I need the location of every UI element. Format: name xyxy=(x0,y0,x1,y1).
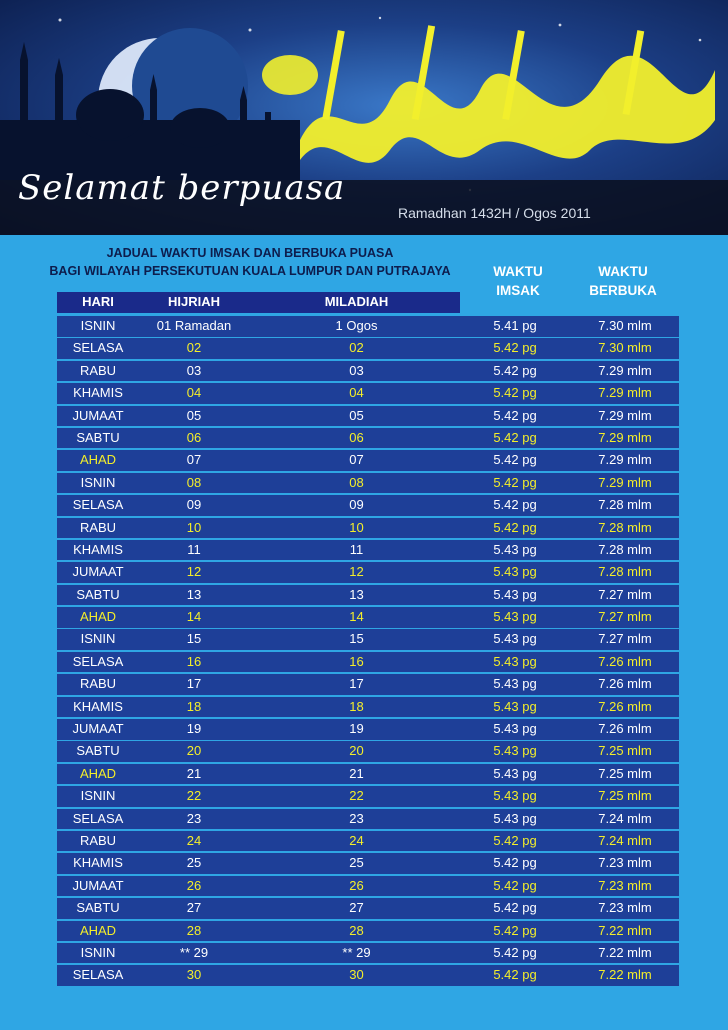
hijriah-cell: 14 xyxy=(186,609,202,625)
table-row xyxy=(57,876,679,897)
imsak-cell: 5.43 pg xyxy=(493,586,537,602)
day-cell: SABTU xyxy=(76,429,120,445)
berbuka-cell: 7.27 mlm xyxy=(598,586,652,602)
table-row xyxy=(57,585,679,606)
berbuka-cell: 7.25 mlm xyxy=(598,743,652,759)
imsak-cell: 5.43 pg xyxy=(493,810,537,826)
miladiah-cell: 25 xyxy=(349,855,364,871)
day-cell: ISNIN xyxy=(80,318,116,333)
imsak-cell: 5.42 pg xyxy=(493,429,537,445)
berbuka-cell: 7.29 mlm xyxy=(598,407,652,423)
miladiah-cell: 11 xyxy=(349,541,364,557)
imsak-cell: 5.42 pg xyxy=(493,340,537,356)
berbuka-cell: 7.28 mlm xyxy=(598,519,652,535)
imsak-cell: 5.43 pg xyxy=(493,721,537,737)
table-row xyxy=(57,540,679,561)
table-row xyxy=(57,562,679,583)
imsak-cell: 5.42 pg xyxy=(493,497,537,513)
imsak-cell: 5.42 pg xyxy=(493,944,537,960)
hijriah-cell: 05 xyxy=(186,407,202,423)
hijriah-cell: 07 xyxy=(186,452,202,468)
imsak-cell: 5.41 pg xyxy=(493,318,537,333)
berbuka-cell: 7.25 mlm xyxy=(598,765,652,781)
imsak-cell: 5.43 pg xyxy=(493,564,537,580)
berbuka-cell: 7.28 mlm xyxy=(598,497,652,513)
berbuka-cell: 7.22 mlm xyxy=(598,944,652,960)
hijriah-cell: 09 xyxy=(186,497,202,513)
hijriah-cell: 15 xyxy=(186,631,202,647)
imsak-cell: 5.42 pg xyxy=(493,877,537,893)
imsak-cell: 5.42 pg xyxy=(493,967,537,983)
miladiah-cell: 1 Ogos xyxy=(335,318,378,333)
miladiah-cell: 30 xyxy=(349,967,364,983)
day-cell: JUMAAT xyxy=(72,877,124,893)
day-cell: RABU xyxy=(79,832,117,848)
day-cell: SABTU xyxy=(76,900,120,916)
miladiah-cell: 19 xyxy=(349,721,364,737)
imsak-cell: 5.42 pg xyxy=(493,452,537,468)
imsak-cell: 5.42 pg xyxy=(493,855,537,871)
table-row xyxy=(57,921,679,942)
berbuka-cell: 7.29 mlm xyxy=(598,385,652,401)
day-cell: AHAD xyxy=(79,452,117,468)
hijriah-cell: 01 Ramadan xyxy=(156,318,232,333)
hijriah-cell: 16 xyxy=(186,653,202,669)
table-row xyxy=(57,361,679,382)
imsak-cell: 5.43 pg xyxy=(493,541,537,557)
imsak-cell: 5.43 pg xyxy=(493,743,537,759)
table-row xyxy=(57,741,679,762)
day-cell: RABU xyxy=(79,519,117,535)
hijriah-cell: 28 xyxy=(186,922,202,938)
schedule-table xyxy=(57,316,679,988)
day-cell: KHAMIS xyxy=(73,855,123,871)
day-cell: AHAD xyxy=(79,765,117,781)
berbuka-cell: 7.26 mlm xyxy=(598,698,652,714)
day-cell: RABU xyxy=(79,362,117,378)
hijriah-cell: 17 xyxy=(186,676,202,692)
greeting-text: Selamat berpuasa xyxy=(18,168,346,208)
table-row xyxy=(57,518,679,539)
day-cell: KHAMIS xyxy=(73,698,123,714)
hijriah-column-header: HIJRIAH xyxy=(167,294,220,309)
imsak-cell: 5.43 pg xyxy=(493,765,537,781)
miladiah-cell: 22 xyxy=(349,788,364,804)
berbuka-cell: 7.26 mlm xyxy=(598,676,652,692)
table-row xyxy=(57,338,679,359)
banner-subtitle: Ramadhan 1432H / Ogos 2011 xyxy=(398,205,591,221)
day-cell: SABTU xyxy=(76,586,120,602)
table-row xyxy=(57,809,679,830)
miladiah-cell: 28 xyxy=(349,922,364,938)
miladiah-cell: 20 xyxy=(349,743,364,759)
berbuka-cell: 7.22 mlm xyxy=(598,922,652,938)
hijriah-cell: 20 xyxy=(186,743,202,759)
table-row xyxy=(57,652,679,673)
imsak-cell: 5.42 pg xyxy=(493,900,537,916)
imsak-cell: 5.43 pg xyxy=(493,788,537,804)
miladiah-cell: 23 xyxy=(349,810,364,826)
hijriah-cell: 18 xyxy=(186,698,202,714)
table-row xyxy=(57,629,679,650)
table-row xyxy=(57,674,679,695)
table-row xyxy=(57,406,679,427)
imsak-cell: 5.43 pg xyxy=(493,609,537,625)
day-cell: ISNIN xyxy=(80,788,116,804)
miladiah-cell: 04 xyxy=(349,385,364,401)
miladiah-cell: 15 xyxy=(349,631,364,647)
calligraphy-icon xyxy=(262,25,715,163)
miladiah-cell: 08 xyxy=(349,474,364,490)
table-row xyxy=(57,316,679,337)
miladiah-cell: 14 xyxy=(349,609,364,625)
hijriah-cell: 23 xyxy=(186,810,202,826)
berbuka-cell: 7.28 mlm xyxy=(598,541,652,557)
miladiah-cell: 16 xyxy=(349,653,364,669)
table-row xyxy=(57,428,679,449)
berbuka-cell: 7.29 mlm xyxy=(598,474,652,490)
miladiah-cell: 18 xyxy=(349,698,364,714)
hijriah-cell: 13 xyxy=(186,586,202,602)
table-row xyxy=(57,831,679,852)
miladiah-cell: ** 29 xyxy=(342,944,371,960)
table-row xyxy=(57,943,679,964)
table-row xyxy=(57,719,679,740)
hijriah-cell: 30 xyxy=(186,967,202,983)
day-cell: SELASA xyxy=(72,340,124,356)
hijriah-cell: 22 xyxy=(186,788,202,804)
hijriah-cell: 10 xyxy=(186,519,202,535)
table-row xyxy=(57,786,679,807)
berbuka-cell: 7.29 mlm xyxy=(598,362,652,378)
hijriah-cell: 02 xyxy=(186,340,202,356)
day-cell: JUMAAT xyxy=(72,407,124,423)
berbuka-column-header: WAKTU BERBUKA xyxy=(589,264,657,298)
imsak-cell: 5.42 pg xyxy=(493,362,537,378)
imsak-cell: 5.43 pg xyxy=(493,698,537,714)
berbuka-cell: 7.23 mlm xyxy=(598,855,652,871)
berbuka-cell: 7.29 mlm xyxy=(598,452,652,468)
miladiah-cell: 07 xyxy=(349,452,364,468)
hijriah-cell: 04 xyxy=(186,385,202,401)
imsak-cell: 5.43 pg xyxy=(493,631,537,647)
table-row xyxy=(57,697,679,718)
hijriah-cell: 19 xyxy=(186,721,202,737)
berbuka-cell: 7.25 mlm xyxy=(598,788,652,804)
miladiah-cell: 05 xyxy=(349,407,364,423)
hijriah-cell: 03 xyxy=(186,362,202,378)
day-cell: ISNIN xyxy=(80,944,116,960)
day-cell: ISNIN xyxy=(80,474,116,490)
miladiah-cell: 27 xyxy=(349,900,364,916)
day-cell: KHAMIS xyxy=(73,385,123,401)
table-row xyxy=(57,898,679,919)
table-row xyxy=(57,764,679,785)
heading-line-2: BAGI WILAYAH PERSEKUTUAN KUALA LUMPUR DAN PUTRAJAYA xyxy=(49,264,451,278)
imsak-column-header: WAKTU IMSAK xyxy=(493,264,543,298)
berbuka-cell: 7.24 mlm xyxy=(598,832,652,848)
berbuka-cell: 7.27 mlm xyxy=(598,609,652,625)
day-cell: SABTU xyxy=(76,743,120,759)
day-cell: KHAMIS xyxy=(73,541,123,557)
day-cell: JUMAAT xyxy=(72,564,124,580)
hijriah-cell: 06 xyxy=(186,429,202,445)
hijriah-cell: 12 xyxy=(186,564,202,580)
berbuka-cell: 7.26 mlm xyxy=(598,653,652,669)
berbuka-cell: 7.22 mlm xyxy=(598,967,652,983)
imsak-cell: 5.43 pg xyxy=(493,676,537,692)
hijriah-cell: 25 xyxy=(186,855,202,871)
imsak-cell: 5.42 pg xyxy=(493,474,537,490)
day-cell: SELASA xyxy=(72,653,124,669)
berbuka-cell: 7.26 mlm xyxy=(598,721,652,737)
berbuka-cell: 7.28 mlm xyxy=(598,564,652,580)
day-cell: ISNIN xyxy=(80,631,116,647)
imsak-cell: 5.42 pg xyxy=(493,519,537,535)
berbuka-cell: 7.27 mlm xyxy=(598,631,652,647)
imsak-cell: 5.43 pg xyxy=(493,653,537,669)
miladiah-cell: 24 xyxy=(349,832,364,848)
berbuka-cell: 7.30 mlm xyxy=(598,318,652,333)
table-row xyxy=(57,495,679,516)
hijriah-cell: 26 xyxy=(186,877,202,893)
miladiah-cell: 02 xyxy=(349,340,364,356)
imsak-cell: 5.42 pg xyxy=(493,385,537,401)
table-row xyxy=(57,607,679,628)
hijriah-cell: ** 29 xyxy=(179,944,209,960)
miladiah-cell: 10 xyxy=(349,519,364,535)
table-row xyxy=(57,965,679,986)
table-row xyxy=(57,450,679,471)
imsak-cell: 5.42 pg xyxy=(493,922,537,938)
miladiah-cell: 21 xyxy=(349,765,364,781)
table-row xyxy=(57,853,679,874)
imsak-cell: 5.42 pg xyxy=(493,407,537,423)
hari-column-header: HARI xyxy=(82,294,114,309)
miladiah-cell: 09 xyxy=(349,497,364,513)
day-cell: SELASA xyxy=(72,497,124,513)
berbuka-cell: 7.23 mlm xyxy=(598,900,652,916)
miladiah-cell: 17 xyxy=(349,676,364,692)
header-banner xyxy=(0,0,728,235)
hijriah-cell: 27 xyxy=(186,900,202,916)
berbuka-cell: 7.30 mlm xyxy=(598,340,652,356)
hijriah-cell: 24 xyxy=(186,832,202,848)
hijriah-cell: 08 xyxy=(186,474,202,490)
day-cell: SELASA xyxy=(72,967,124,983)
miladiah-cell: 12 xyxy=(349,564,364,580)
miladiah-cell: 03 xyxy=(349,362,364,378)
day-cell: SELASA xyxy=(72,810,124,826)
berbuka-cell: 7.24 mlm xyxy=(598,810,652,826)
hijriah-cell: 11 xyxy=(187,541,201,557)
day-cell: AHAD xyxy=(79,609,117,625)
day-cell: AHAD xyxy=(79,922,117,938)
berbuka-cell: 7.29 mlm xyxy=(598,429,652,445)
miladiah-cell: 13 xyxy=(349,586,364,602)
berbuka-cell: 7.23 mlm xyxy=(598,877,652,893)
miladiah-cell: 06 xyxy=(349,429,364,445)
table-row xyxy=(57,473,679,494)
table-heading xyxy=(30,244,470,280)
day-cell: RABU xyxy=(79,676,117,692)
miladiah-cell: 26 xyxy=(349,877,364,893)
imsak-cell: 5.42 pg xyxy=(493,832,537,848)
heading-line-1: JADUAL WAKTU IMSAK DAN BERBUKA PUASA xyxy=(106,246,394,260)
hijriah-cell: 21 xyxy=(186,765,202,781)
table-row xyxy=(57,383,679,404)
day-cell: JUMAAT xyxy=(72,721,124,737)
miladiah-column-header: MILADIAH xyxy=(324,294,389,309)
